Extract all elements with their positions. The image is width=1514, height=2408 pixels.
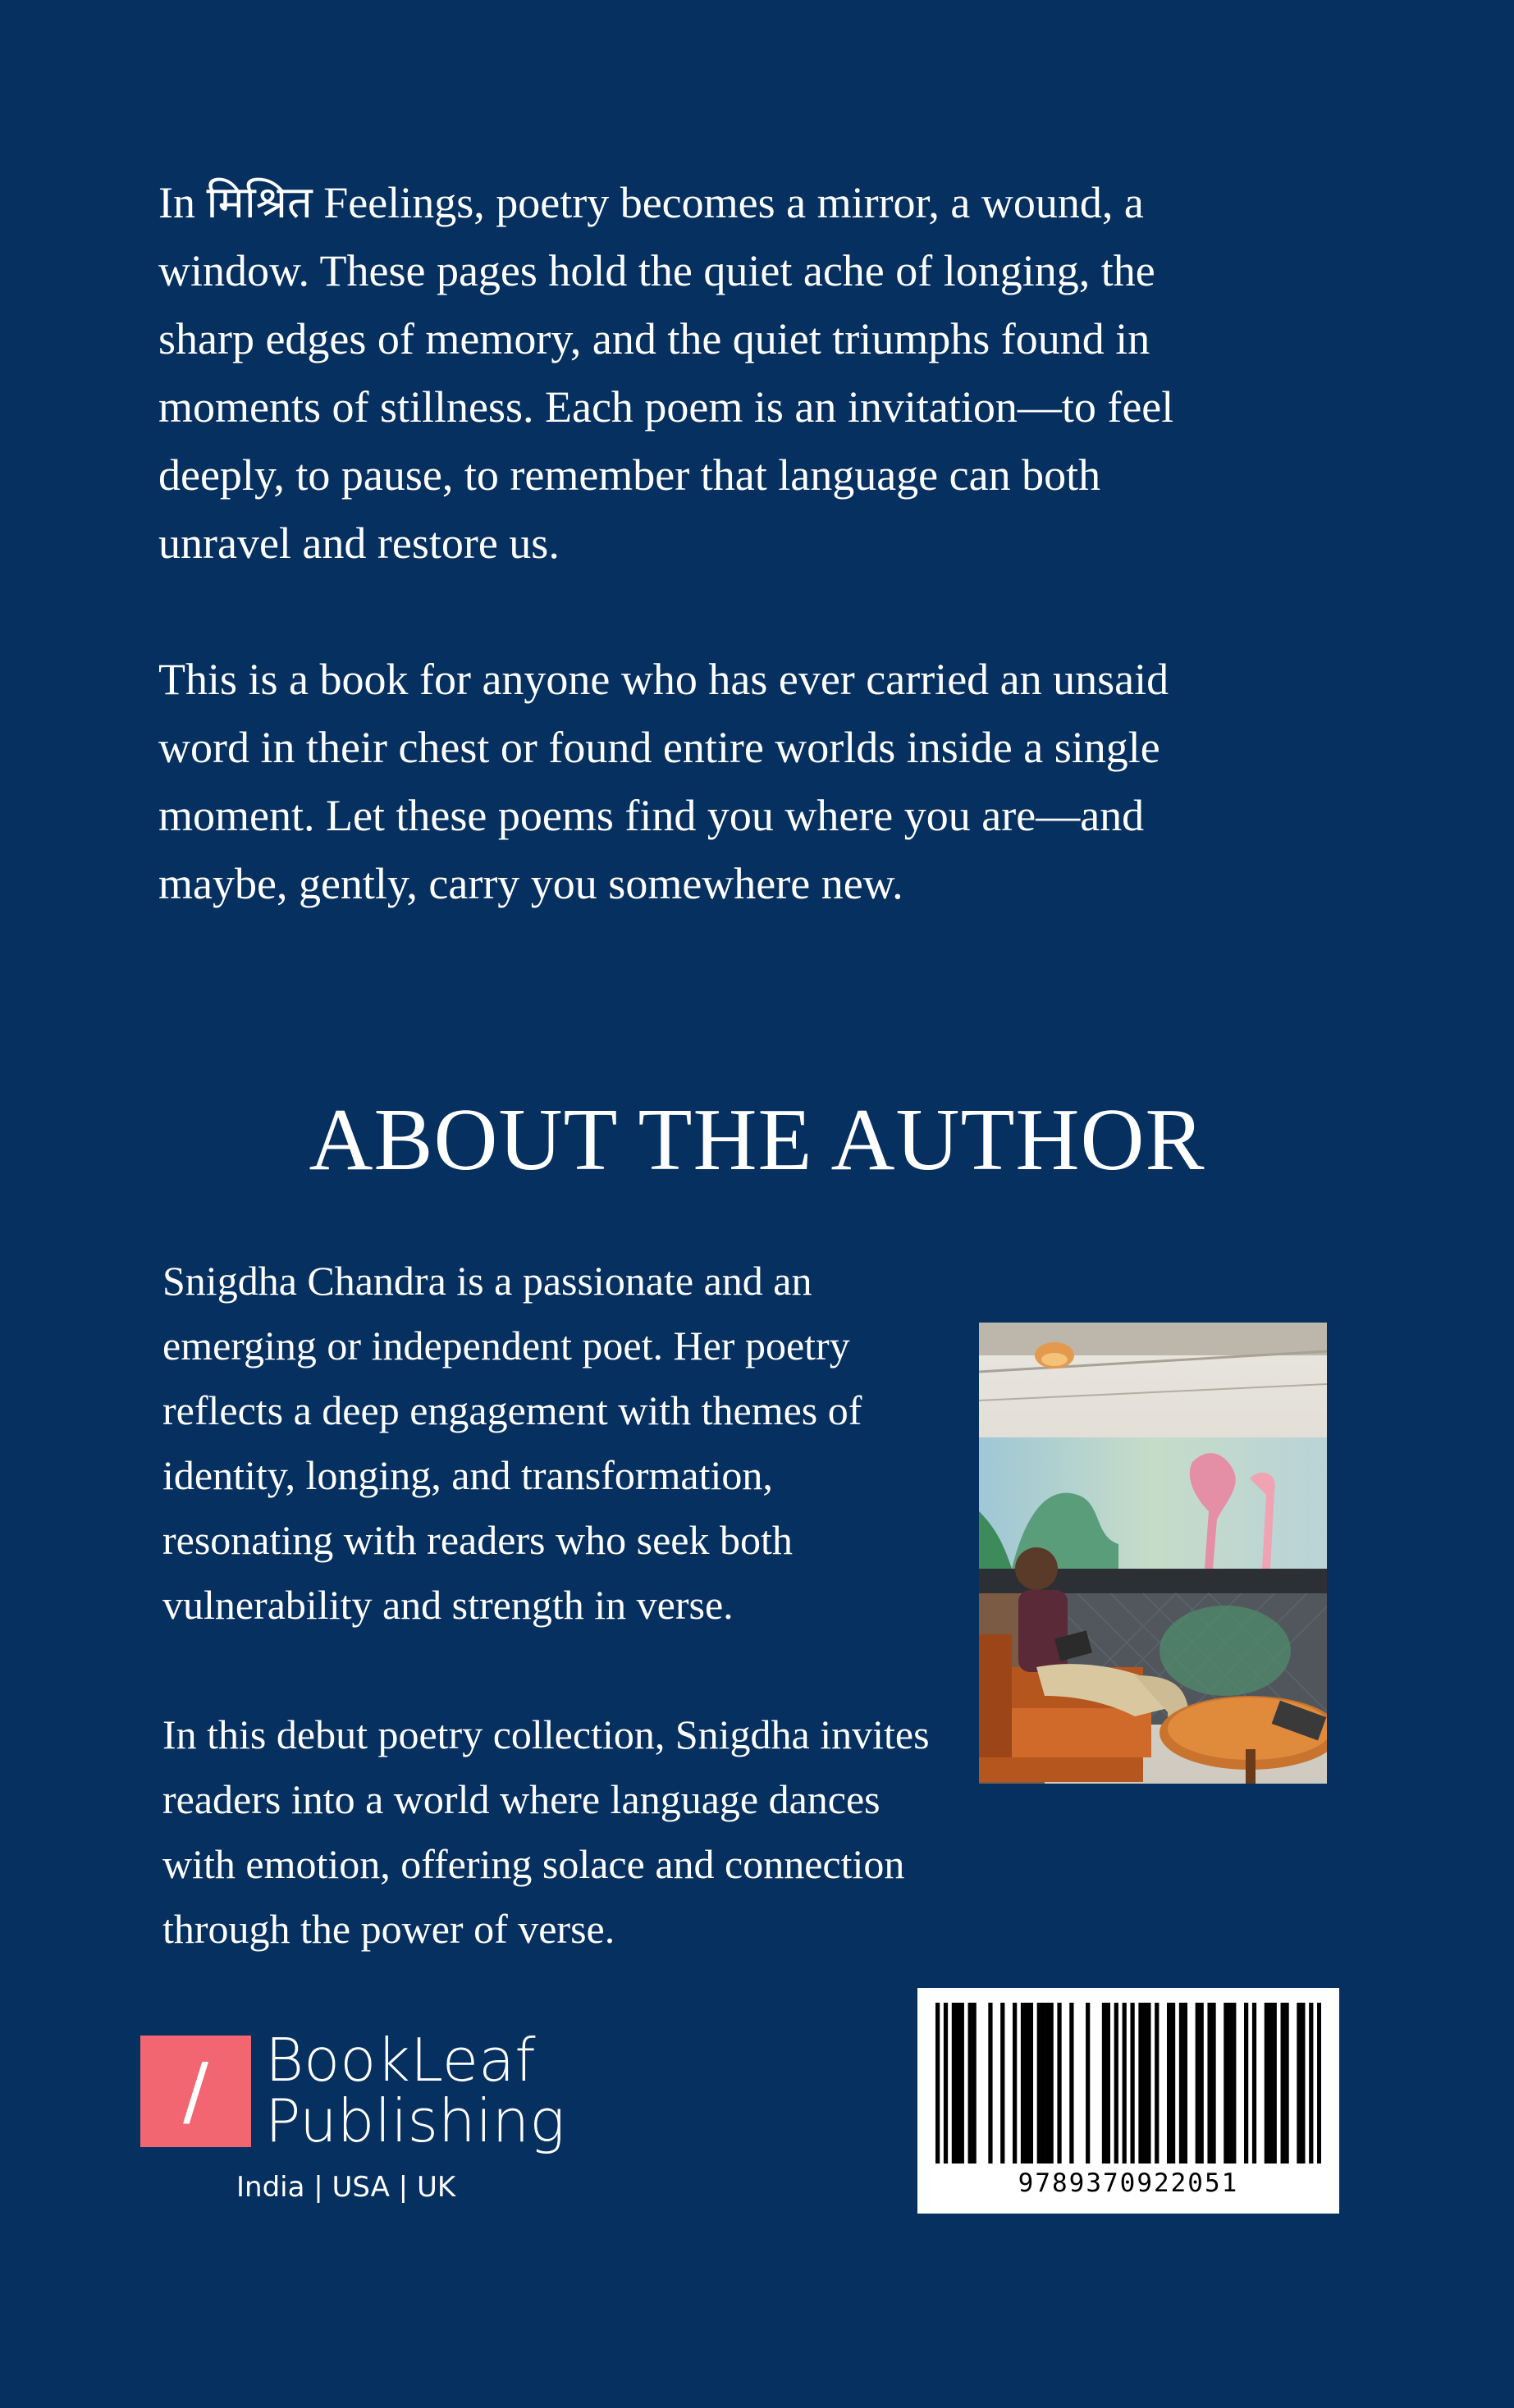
barcode-bar — [1123, 2003, 1127, 2164]
blurb-line: window. These pages hold the quiet ache of longing, the — [158, 246, 1155, 295]
blurb-line: This is a book for anyone who has ever carried an unsaid — [158, 655, 1169, 704]
blurb-line: In मिश्रित Feelings, poetry becomes a mirror, a wound, a — [158, 178, 1144, 227]
barcode-bar — [1228, 2003, 1232, 2164]
barcode-bar — [1301, 2003, 1305, 2164]
bio-line: In this debut poetry collection, Snigdha invites — [162, 1711, 930, 1757]
barcode-bar — [1171, 2003, 1175, 2164]
bio-line: reflects a deep engagement with themes of — [162, 1387, 862, 1433]
barcode-bar — [1057, 2003, 1061, 2164]
barcode-bar — [1211, 2003, 1215, 2164]
bio-paragraph-2 — [162, 1702, 999, 1962]
bio-line: identity, longing, and transformation, — [162, 1452, 773, 1498]
blurb-paragraph-2 — [158, 646, 1389, 918]
barcode-bar — [972, 2003, 977, 2164]
blurb-line: deeply, to pause, to remember that language can both — [158, 450, 1101, 500]
isbn-number: 9789370922051 — [1018, 2168, 1239, 2198]
barcode-bar — [960, 2003, 964, 2164]
book-blurb — [158, 169, 1389, 918]
barcode-bar — [1244, 2003, 1248, 2164]
barcode-bar — [1025, 2003, 1029, 2164]
barcode-bar — [1114, 2003, 1118, 2164]
barcode-bar — [935, 2003, 940, 2164]
barcode-bar — [968, 2003, 972, 2164]
barcode-bar — [1106, 2003, 1110, 2164]
slash-icon: / — [183, 2047, 208, 2135]
bio-line: resonating with readers who seek both — [162, 1517, 793, 1563]
barcode-bar — [1232, 2003, 1236, 2164]
barcode-bar — [1207, 2003, 1211, 2164]
barcode-bar — [1297, 2003, 1301, 2164]
bio-line: vulnerability and strength in verse. — [162, 1582, 734, 1628]
publisher-name-line-2: Publishing — [265, 2086, 565, 2155]
barcode-bar — [988, 2003, 992, 2164]
barcode-bar — [1138, 2003, 1142, 2164]
publisher-name-line-1: BookLeaf — [265, 2026, 536, 2095]
barcode-bar — [1086, 2003, 1090, 2164]
blurb-line: maybe, gently, carry you somewhere new. — [158, 859, 903, 908]
barcode-bar — [1265, 2003, 1269, 2164]
barcode-bar — [1013, 2003, 1017, 2164]
barcode-bar — [1269, 2003, 1273, 2164]
barcode-bar — [1045, 2003, 1050, 2164]
blurb-line: moment. Let these poems find you where you are—and — [158, 791, 1145, 840]
blurb-line: unravel and restore us. — [158, 519, 560, 568]
publisher-name — [265, 2026, 565, 2155]
author-bio — [162, 1249, 999, 1962]
barcode-bar — [1000, 2003, 1004, 2164]
barcode-bar — [1037, 2003, 1041, 2164]
isbn-barcode — [917, 1988, 1339, 2214]
barcode-bar — [952, 2003, 956, 2164]
barcode-bars — [935, 2003, 1321, 2164]
barcode-bar — [944, 2003, 948, 2164]
barcode-bar — [1130, 2003, 1134, 2164]
blurb-paragraph-1 — [158, 169, 1389, 578]
publisher-regions: India | USA | UK — [236, 2171, 456, 2204]
barcode-bar — [1252, 2003, 1256, 2164]
barcode-bar — [1069, 2003, 1073, 2164]
blurb-line: word in their chest or found entire worlds inside a single — [158, 723, 1160, 772]
barcode-bar — [1309, 2003, 1313, 2164]
bio-line: Snigdha Chandra is a passionate and an — [162, 1258, 812, 1304]
barcode-bar — [1200, 2003, 1204, 2164]
barcode-bar — [1041, 2003, 1045, 2164]
barcode-bar — [1179, 2003, 1183, 2164]
barcode-bar — [1224, 2003, 1228, 2164]
barcode-bar — [1050, 2003, 1054, 2164]
barcode-bar — [1029, 2003, 1033, 2164]
barcode-bar — [1142, 2003, 1146, 2164]
barcode-bar — [1317, 2003, 1321, 2164]
author-photo — [979, 1323, 1327, 1784]
barcode-bar — [1281, 2003, 1285, 2164]
bio-line: with emotion, offering solace and connection — [162, 1841, 905, 1887]
barcode-bar — [1155, 2003, 1159, 2164]
bio-paragraph-1 — [162, 1249, 999, 1638]
barcode-bar — [1196, 2003, 1200, 2164]
bio-line: through the power of verse. — [162, 1906, 615, 1952]
blurb-line: moments of stillness. Each poem is an invitation—to feel — [158, 382, 1174, 432]
barcode-bar — [1284, 2003, 1288, 2164]
author-photo-illustration — [979, 1323, 1327, 1784]
about-author-heading: ABOUT THE AUTHOR — [309, 1091, 1205, 1189]
barcode-bar — [1183, 2003, 1187, 2164]
blurb-line: sharp edges of memory, and the quiet triumphs found in — [158, 314, 1150, 363]
publisher-logo-mark — [140, 2036, 251, 2147]
barcode-bar — [1102, 2003, 1106, 2164]
bio-line: readers into a world where language dances — [162, 1776, 880, 1822]
barcode-bar — [1167, 2003, 1171, 2164]
barcode-bar — [1273, 2003, 1277, 2164]
barcode-bar — [1021, 2003, 1025, 2164]
barcode-bar — [1146, 2003, 1150, 2164]
bio-line: emerging or independent poet. Her poetry — [162, 1323, 850, 1368]
barcode-bar — [956, 2003, 960, 2164]
